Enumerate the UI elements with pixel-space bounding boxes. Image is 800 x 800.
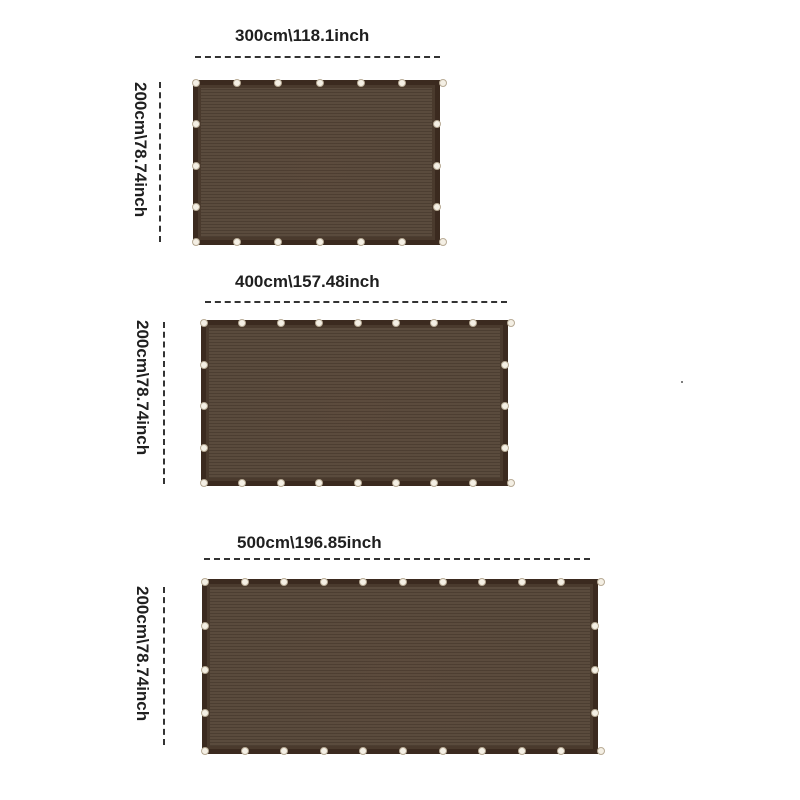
grommet	[316, 79, 324, 87]
panel-2-width-label: 400cm\157.48inch	[235, 272, 380, 291]
grommet	[357, 238, 365, 246]
grommet	[200, 444, 208, 452]
grommet	[507, 479, 515, 487]
grommet	[518, 578, 526, 586]
grommet	[433, 203, 441, 211]
grommet	[433, 120, 441, 128]
panel-3-width-dimension-line	[204, 558, 590, 560]
panel-2-shade-net	[201, 320, 508, 486]
grommet	[200, 319, 208, 327]
panel-1-height-dimension-line	[159, 82, 161, 242]
grommet	[320, 578, 328, 586]
grommet	[430, 319, 438, 327]
panel-3-shade-net	[202, 579, 598, 754]
grommet	[274, 79, 282, 87]
grommet	[398, 79, 406, 87]
grommet	[591, 709, 599, 717]
grommet	[557, 578, 565, 586]
grommet	[233, 79, 241, 87]
panel-2-height-label: 200cm\78.74inch	[133, 320, 152, 456]
grommet	[591, 622, 599, 630]
grommet	[192, 79, 200, 87]
grommet	[357, 79, 365, 87]
grommet	[469, 479, 477, 487]
grommet	[469, 319, 477, 327]
grommet	[201, 747, 209, 755]
grommet	[238, 319, 246, 327]
grommet	[591, 666, 599, 674]
grommet	[439, 747, 447, 755]
panel-1-shade-net	[193, 80, 440, 245]
panel-3-width-label: 500cm\196.85inch	[237, 533, 382, 552]
grommet	[392, 479, 400, 487]
grommet	[439, 79, 447, 87]
grommet	[320, 747, 328, 755]
grommet	[201, 622, 209, 630]
grommet	[200, 402, 208, 410]
grommet	[399, 747, 407, 755]
grommet	[557, 747, 565, 755]
grommet	[316, 238, 324, 246]
grommet	[518, 747, 526, 755]
grommet	[192, 162, 200, 170]
grommet	[274, 238, 282, 246]
grommet	[192, 203, 200, 211]
grommet	[241, 578, 249, 586]
panel-2-height-dimension-line	[163, 322, 165, 484]
panel-3-height-dimension-line	[163, 587, 165, 745]
grommet	[201, 666, 209, 674]
grommet	[280, 578, 288, 586]
grommet	[315, 319, 323, 327]
grommet	[354, 479, 362, 487]
grommet	[398, 238, 406, 246]
grommet	[439, 578, 447, 586]
stray-dot	[681, 381, 683, 383]
grommet	[233, 238, 241, 246]
grommet	[200, 479, 208, 487]
grommet	[597, 747, 605, 755]
grommet	[200, 361, 208, 369]
grommet	[192, 238, 200, 246]
grommet	[430, 479, 438, 487]
grommet	[192, 120, 200, 128]
panel-1-width-dimension-line	[195, 56, 440, 58]
grommet	[507, 319, 515, 327]
grommet	[277, 479, 285, 487]
grommet	[354, 319, 362, 327]
grommet	[501, 361, 509, 369]
panel-2-width-dimension-line	[205, 301, 507, 303]
grommet	[439, 238, 447, 246]
grommet	[478, 578, 486, 586]
grommet	[280, 747, 288, 755]
grommet	[501, 444, 509, 452]
grommet	[478, 747, 486, 755]
grommet	[241, 747, 249, 755]
grommet	[501, 402, 509, 410]
grommet	[201, 709, 209, 717]
grommet	[277, 319, 285, 327]
grommet	[238, 479, 246, 487]
panel-3-height-label: 200cm\78.74inch	[133, 586, 152, 722]
grommet	[359, 578, 367, 586]
grommet	[201, 578, 209, 586]
grommet	[392, 319, 400, 327]
grommet	[315, 479, 323, 487]
panel-1-width-label: 300cm\118.1inch	[235, 26, 370, 45]
grommet	[359, 747, 367, 755]
grommet	[433, 162, 441, 170]
grommet	[597, 578, 605, 586]
panel-1-height-label: 200cm\78.74inch	[131, 82, 150, 218]
grommet	[399, 578, 407, 586]
